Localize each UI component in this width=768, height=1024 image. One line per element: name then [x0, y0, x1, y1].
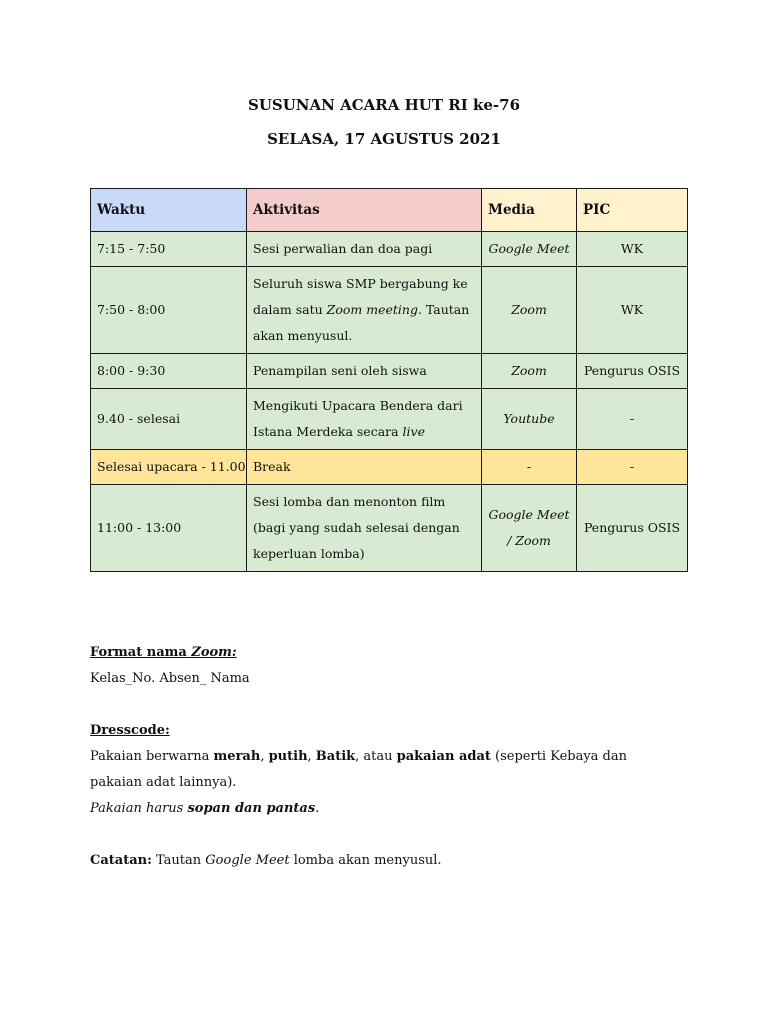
dresscode-rule-part: . [315, 801, 320, 816]
cell-pic: - [577, 389, 688, 450]
header-waktu: Waktu [91, 189, 247, 232]
document-subtitle: SELASA, 17 AGUSTUS 2021 [267, 130, 501, 148]
aktivitas-emphasis: live [402, 424, 426, 439]
aktivitas-text: Seluruh siswa SMP bergabung ke dalam satu [253, 276, 468, 317]
dresscode-rule-bold: sopan dan pantas [187, 801, 316, 816]
dresscode-text-part: , [260, 749, 269, 764]
cell-aktivitas [247, 267, 482, 354]
dresscode-bold-putih: putih [268, 749, 308, 764]
cell-media: Zoom [482, 354, 577, 389]
table-row [91, 267, 688, 354]
aktivitas-text: Break [253, 459, 291, 474]
cell-aktivitas [247, 354, 482, 389]
header-media: Media [482, 189, 577, 232]
cell-media: Google Meet [482, 232, 577, 267]
header-aktivitas: Aktivitas [247, 189, 482, 232]
table-row [91, 354, 688, 389]
dresscode-rule [90, 796, 680, 822]
schedule-table [90, 188, 688, 572]
catatan-text-part: lomba akan menyusul. [289, 853, 442, 868]
dresscode-bold-batik: Batik [315, 749, 356, 764]
cell-aktivitas [247, 232, 482, 267]
cell-media: Youtube [482, 389, 577, 450]
cell-waktu: 7:50 - 8:00 [91, 267, 247, 354]
cell-waktu: Selesai upacara - 11.00 [91, 450, 247, 485]
dresscode-text [90, 744, 680, 796]
cell-pic: WK [577, 267, 688, 354]
table-header-row [91, 189, 688, 232]
dresscode-bold-merah: merah [213, 749, 261, 764]
table-row [91, 450, 688, 485]
cell-waktu: 8:00 - 9:30 [91, 354, 247, 389]
dresscode-text-part: , [307, 749, 316, 764]
cell-pic: Pengurus OSIS [577, 485, 688, 572]
header-pic: PIC [577, 189, 688, 232]
catatan-text-part: Tautan [151, 853, 206, 868]
document-title: SUSUNAN ACARA HUT RI ke-76 [247, 96, 521, 114]
aktivitas-emphasis: Zoom meeting [326, 302, 418, 317]
table-row [91, 485, 688, 572]
cell-media: Google Meet / Zoom [482, 485, 577, 572]
catatan-label: Catatan: [90, 853, 152, 868]
cell-aktivitas [247, 485, 482, 572]
dresscode-rule-part: Pakaian harus [90, 801, 188, 816]
format-zoom-label-emphasis: Zoom: [191, 645, 237, 660]
table-row [91, 389, 688, 450]
cell-waktu: 9.40 - selesai [91, 389, 247, 450]
catatan-emphasis: Google Meet [205, 853, 290, 868]
cell-media: Zoom [482, 267, 577, 354]
cell-pic: - [577, 450, 688, 485]
dresscode-text-part: (seperti Kebaya dan pakaian adat lainnya). [90, 749, 628, 790]
dresscode-bold-adat: pakaian adat [396, 749, 491, 764]
cell-pic: WK [577, 232, 688, 267]
format-zoom-heading [90, 640, 680, 666]
cell-pic: Pengurus OSIS [577, 354, 688, 389]
catatan-text [90, 848, 680, 874]
dresscode-text-part: Pakaian berwarna [90, 749, 214, 764]
format-zoom-label: Format nama [90, 645, 192, 660]
cell-aktivitas [247, 389, 482, 450]
cell-aktivitas [247, 450, 482, 485]
dresscode-text-part: , atau [355, 749, 397, 764]
table-row [91, 232, 688, 267]
format-zoom-value: Kelas_No. Absen_ Nama [90, 671, 250, 686]
cell-waktu: 11:00 - 13:00 [91, 485, 247, 572]
notes-section [90, 640, 680, 874]
dresscode-heading: Dresscode: [90, 723, 170, 738]
aktivitas-text-end: . Tautan akan menyusul. [253, 302, 470, 343]
aktivitas-text: Sesi lomba dan menonton film (bagi yang sudah selesai dengan keperluan lomba) [253, 494, 460, 561]
aktivitas-text: Mengikuti Upacara Bendera dari Istana Merdeka secara [253, 398, 463, 439]
cell-media: - [482, 450, 577, 485]
cell-waktu: 7:15 - 7:50 [91, 232, 247, 267]
aktivitas-text: Sesi perwalian dan doa pagi [253, 241, 433, 256]
aktivitas-text: Penampilan seni oleh siswa [253, 363, 427, 378]
